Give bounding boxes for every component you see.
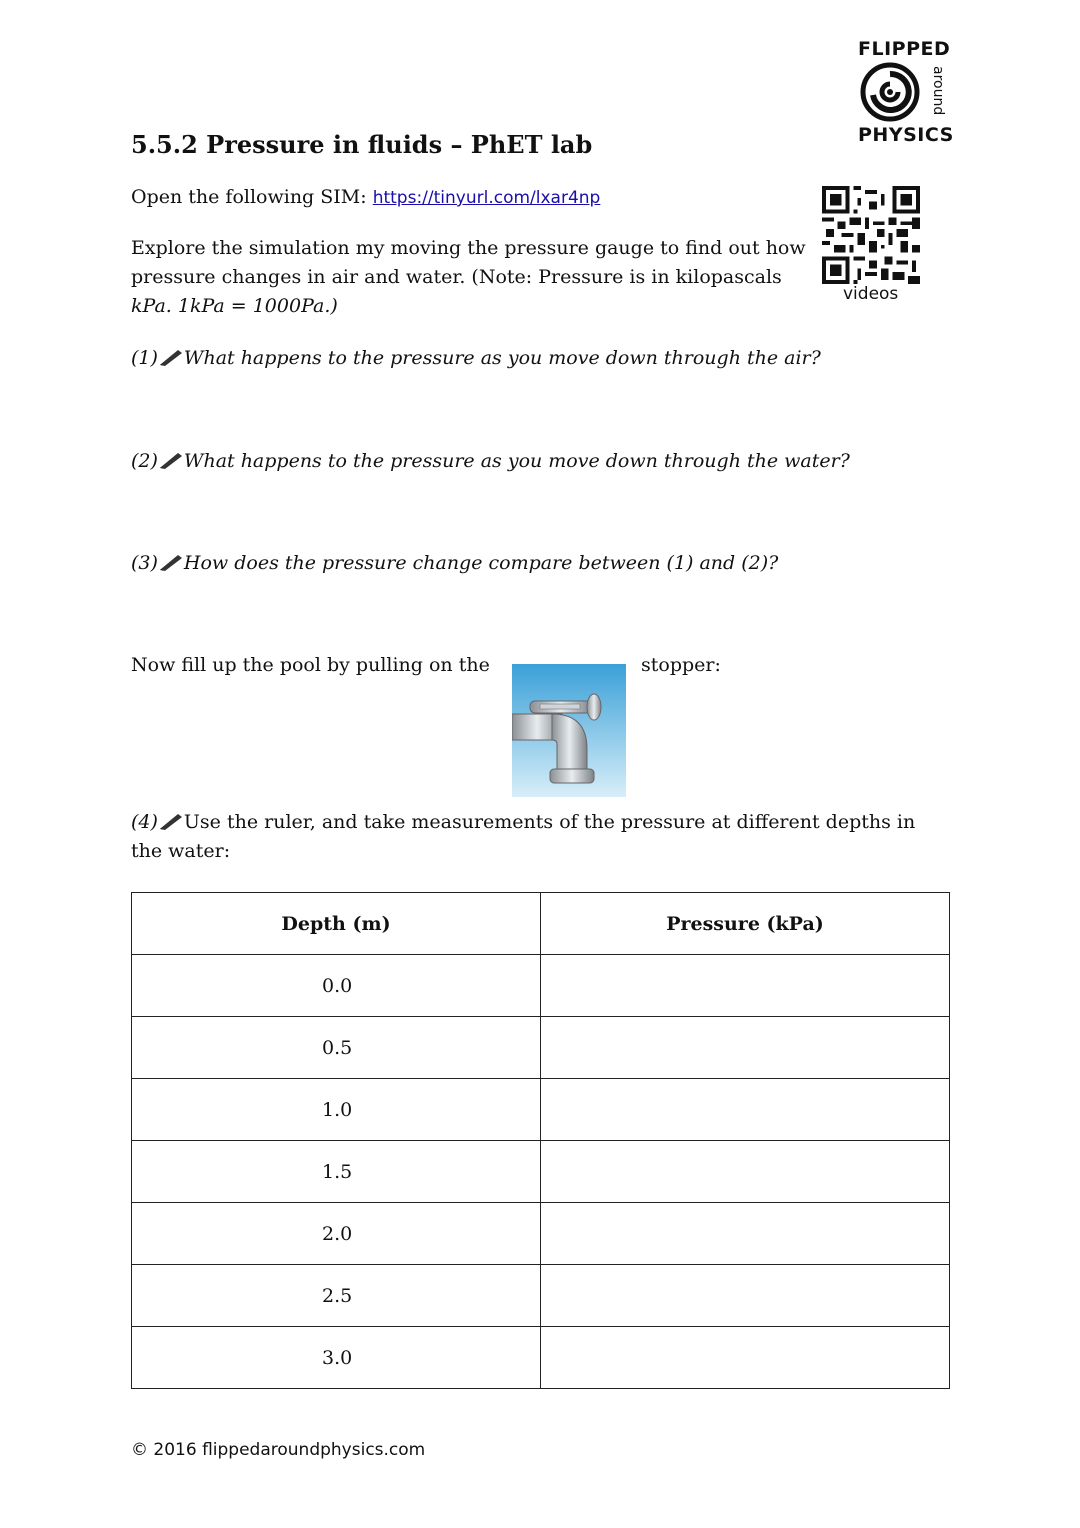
faucet-stopper-icon bbox=[512, 664, 626, 797]
depth-cell: 1.0 bbox=[132, 1079, 541, 1141]
flipped-around-physics-logo bbox=[852, 38, 952, 148]
depth-cell: 1.5 bbox=[132, 1141, 541, 1203]
pressure-cell[interactable] bbox=[541, 1017, 950, 1079]
question-1 bbox=[131, 344, 821, 373]
question-number: (1) bbox=[131, 347, 158, 369]
question-2 bbox=[131, 447, 850, 476]
pressure-cell[interactable] bbox=[541, 1079, 950, 1141]
pencil-icon bbox=[158, 451, 184, 469]
explore-paragraph bbox=[131, 234, 811, 321]
logo-bottom-text: PHYSICS bbox=[858, 124, 954, 146]
stopper-text: stopper: bbox=[641, 654, 721, 676]
logo-top-text: FLIPPED bbox=[858, 38, 951, 60]
depth-cell: 0.0 bbox=[132, 955, 541, 1017]
copyright-footer: © 2016 flippedaroundphysics.com bbox=[131, 1440, 426, 1460]
depth-pressure-table bbox=[131, 892, 950, 1389]
pencil-icon bbox=[158, 812, 184, 830]
question-number: (2) bbox=[131, 450, 158, 472]
question-number: (4) bbox=[131, 811, 158, 833]
pressure-cell[interactable] bbox=[541, 1203, 950, 1265]
table-row bbox=[132, 1017, 950, 1079]
table-row bbox=[132, 1141, 950, 1203]
question-number: (3) bbox=[131, 552, 158, 574]
table-row bbox=[132, 1203, 950, 1265]
explore-line-1: Explore the simulation my moving the pressure gauge to find out how bbox=[131, 237, 806, 259]
question-text: Use the ruler, and take measurements of the pressure at different depths in the water: bbox=[131, 811, 916, 862]
table-header-row bbox=[132, 893, 950, 955]
depth-cell: 3.0 bbox=[132, 1327, 541, 1389]
explore-line-2: pressure changes in air and water. (Note: Pressure is in kilopascals bbox=[131, 266, 782, 288]
pressure-cell[interactable] bbox=[541, 1327, 950, 1389]
fill-pool-text: Now fill up the pool by pulling on the bbox=[131, 654, 490, 676]
page-title: 5.5.2 Pressure in fluids – PhET lab bbox=[131, 130, 593, 159]
open-sim-prefix: Open the following SIM: bbox=[131, 186, 373, 208]
pressure-column-header: Pressure (kPa) bbox=[541, 893, 950, 955]
depth-cell: 2.0 bbox=[132, 1203, 541, 1265]
question-4 bbox=[131, 808, 951, 866]
pencil-icon bbox=[158, 553, 184, 571]
table-row bbox=[132, 1265, 950, 1327]
explore-line-3: kPa. 1kPa = 1000Pa.) bbox=[131, 295, 338, 317]
table-row bbox=[132, 1079, 950, 1141]
logo-side-text: around bbox=[930, 66, 946, 116]
question-text: What happens to the pressure as you move down through the air? bbox=[183, 347, 821, 369]
question-3 bbox=[131, 549, 778, 578]
open-sim-line bbox=[131, 183, 600, 213]
table-row bbox=[132, 1327, 950, 1389]
question-text: How does the pressure change compare between (1) and (2)? bbox=[183, 552, 779, 574]
qr-code-icon[interactable] bbox=[822, 186, 920, 284]
swirl-icon bbox=[860, 62, 920, 122]
pressure-cell[interactable] bbox=[541, 1265, 950, 1327]
pressure-cell[interactable] bbox=[541, 955, 950, 1017]
depth-column-header: Depth (m) bbox=[132, 893, 541, 955]
sim-link[interactable]: https://tinyurl.com/lxar4np bbox=[372, 188, 601, 208]
depth-cell: 0.5 bbox=[132, 1017, 541, 1079]
pencil-icon bbox=[158, 348, 184, 366]
qr-label: videos bbox=[843, 284, 899, 304]
question-text: What happens to the pressure as you move down through the water? bbox=[183, 450, 850, 472]
depth-cell: 2.5 bbox=[132, 1265, 541, 1327]
pressure-cell[interactable] bbox=[541, 1141, 950, 1203]
table-row bbox=[132, 955, 950, 1017]
